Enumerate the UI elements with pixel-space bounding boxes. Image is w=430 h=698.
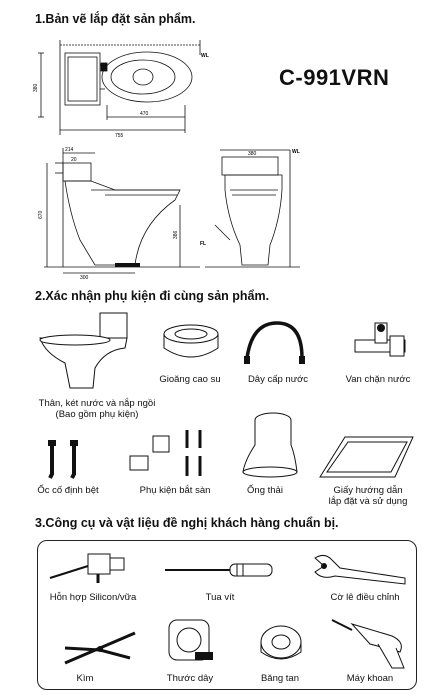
drill-icon (330, 612, 410, 670)
accessory-drain-pipe-label: Ống thải (247, 485, 283, 496)
accessory-floor-bracket-label: Phụ kiện bắt sàn (139, 485, 211, 496)
floor-bracket-icon (125, 428, 215, 480)
tool-teflon-label: Băng tan (260, 673, 300, 684)
manual-icon (315, 432, 415, 482)
tool-tape-measure-label: Thước dây (166, 673, 214, 684)
toilet-icon (35, 308, 130, 390)
model-number: C-991VRN (279, 65, 390, 90)
dim-front-c: 386 (173, 230, 179, 239)
dim-front-a: 20 (71, 157, 77, 163)
tool-drill-label: Máy khoan (346, 673, 394, 684)
front-view-drawing (35, 145, 200, 280)
teflon-tape-icon (258, 622, 304, 662)
dim-front-tank: 214 (65, 147, 74, 153)
dim-top-inner: 470 (140, 111, 149, 117)
wl-label-side: WL (292, 149, 300, 155)
tool-screwdriver-label: Tua vít (205, 592, 235, 603)
dim-front-b: 670 (38, 210, 44, 219)
tool-pliers-label: Kìm (76, 673, 94, 684)
adjustable-wrench-icon (310, 550, 410, 586)
screwdriver-icon (165, 560, 275, 580)
top-view-drawing (35, 35, 225, 145)
dim-front-setback: 300 (80, 275, 89, 281)
accessory-manual-label: Giấy hướng dẫn lắp đặt và sử dụng (328, 485, 408, 507)
section-2-heading: 2.Xác nhận phụ kiện đi cùng sản phẩm. (35, 289, 270, 303)
side-view-drawing (200, 145, 310, 280)
section-1-heading: 1.Bản vẽ lắp đặt sản phẩm. (35, 12, 196, 26)
tape-measure-icon (165, 616, 215, 666)
accessory-valve-label: Van chặn nước (345, 374, 411, 385)
accessory-hose-label: Dây cấp nước (247, 374, 309, 385)
wl-label-top: WL (201, 53, 209, 59)
valve-icon (350, 318, 410, 368)
tool-wrench-label: Cờ lê điều chỉnh (330, 592, 400, 603)
hose-icon (242, 318, 312, 368)
drain-pipe-icon (235, 410, 305, 480)
pliers-icon (60, 628, 140, 668)
accessory-toilet-label: Thân, két nước và nắp ngồi (Bao gồm phụ kiện) (38, 398, 156, 420)
tool-silicone-label: Hỗn hợp Silicon/vữa (49, 592, 137, 603)
section-3-heading: 3.Công cụ và vật liệu đề nghị khách hàng chuẩn bị. (35, 516, 339, 530)
silicone-gun-icon (48, 548, 128, 584)
screws-icon (40, 438, 90, 480)
accessory-screws-label: Ốc cố định bệt (37, 485, 99, 496)
dim-top-width: 755 (115, 133, 124, 139)
gasket-icon (160, 322, 222, 362)
dim-top-height: 380 (33, 83, 39, 92)
dim-side-width: 380 (248, 151, 257, 157)
accessory-gasket-label: Gioăng cao su (159, 374, 221, 385)
fl-label-side: FL (200, 241, 207, 247)
